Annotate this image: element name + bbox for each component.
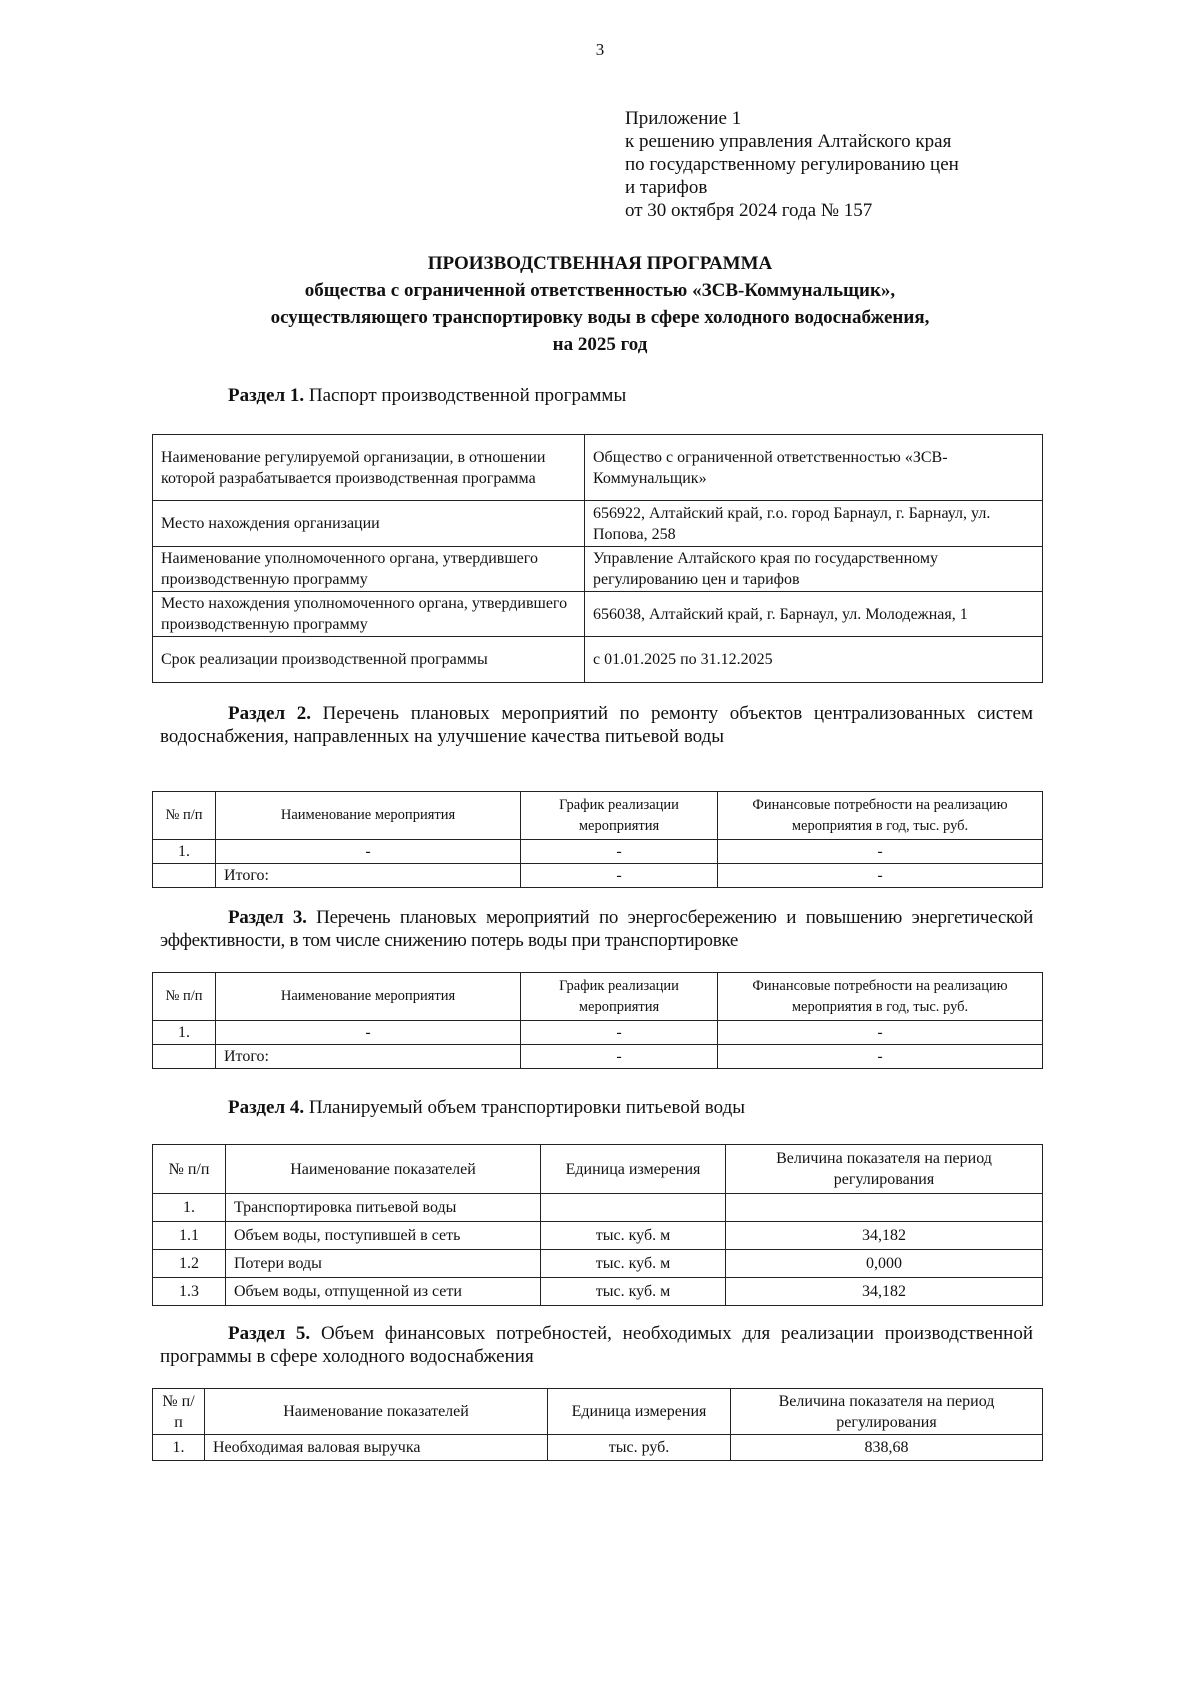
cell xyxy=(153,864,216,888)
section-title: Объем финансовых потребностей, необходимых для реализации производственной программы в сфере холодного водоснабжения xyxy=(160,1323,1034,1367)
cell: 1. xyxy=(153,1194,226,1222)
section5-table xyxy=(152,1388,1043,1461)
cell: тыс. куб. м xyxy=(541,1250,726,1278)
cell xyxy=(153,1045,216,1069)
section-label: Раздел 3. xyxy=(228,907,307,928)
appendix-line: к решению управления Алтайского края xyxy=(625,131,952,152)
section4-heading xyxy=(228,1096,745,1119)
section-label: Раздел 1. xyxy=(228,385,305,406)
section5-heading xyxy=(160,1322,1033,1368)
title-line: общества с ограниченной ответственностью «ЗСВ-Коммунальщик», xyxy=(304,280,896,301)
cell: - xyxy=(718,864,1043,888)
table-header-row xyxy=(153,1389,1043,1435)
section-title: Планируемый объем транспортировки питьевой воды xyxy=(308,1097,745,1118)
cell: 656038, Алтайский край, г. Барнаул, ул. Молодежная, 1 xyxy=(585,592,1043,637)
header-cell: График реализации мероприятия xyxy=(521,973,718,1021)
section-label: Раздел 2. xyxy=(228,703,311,724)
title-line: на 2025 год xyxy=(552,334,648,355)
header-cell: № п/п xyxy=(153,973,216,1021)
header-cell: Величина показателя на период регулирования xyxy=(726,1145,1043,1194)
cell xyxy=(726,1194,1043,1222)
cell: - xyxy=(521,1021,718,1045)
appendix-line: Приложение 1 xyxy=(625,108,742,129)
table-header-row xyxy=(153,973,1043,1021)
table-row xyxy=(153,864,1043,888)
header-cell: № п/п xyxy=(153,1145,226,1194)
cell: 838,68 xyxy=(731,1435,1043,1461)
cell: Место нахождения уполномоченного органа, утвердившего производственную программу xyxy=(153,592,585,637)
cell: с 01.01.2025 по 31.12.2025 xyxy=(585,637,1043,683)
cell: 1.1 xyxy=(153,1222,226,1250)
cell: тыс. куб. м xyxy=(541,1278,726,1306)
section3-heading xyxy=(160,906,1033,952)
cell: 1. xyxy=(153,1021,216,1045)
cell: Итого: xyxy=(216,1045,521,1069)
appendix-line: и тарифов xyxy=(625,177,708,198)
cell: - xyxy=(216,840,521,864)
cell: 34,182 xyxy=(726,1222,1043,1250)
cell: - xyxy=(521,1045,718,1069)
cell: - xyxy=(216,1021,521,1045)
header-cell: Наименование показателей xyxy=(205,1389,548,1435)
header-cell: Наименование мероприятия xyxy=(216,792,521,840)
header-cell: Наименование показателей xyxy=(226,1145,541,1194)
section-title: Перечень плановых мероприятий по ремонту объектов централизованных систем водоснабжения, направленных на улучшение качества питьевой воды xyxy=(160,703,1033,747)
appendix-line: по государственному регулированию цен xyxy=(625,154,959,175)
table-row xyxy=(153,1222,1043,1250)
cell: Место нахождения организации xyxy=(153,501,585,547)
section3-table xyxy=(152,972,1043,1069)
header-cell: Финансовые потребности на реализацию мероприятия в год, тыс. руб. xyxy=(718,973,1043,1021)
section-title: Перечень плановых мероприятий по энергосбережению и повышению энергетической эффективности, в том числе снижению потерь воды при транспортировке xyxy=(160,907,1034,951)
table-header-row xyxy=(153,1145,1043,1194)
cell: Объем воды, отпущенной из сети xyxy=(226,1278,541,1306)
cell: тыс. руб. xyxy=(548,1435,731,1461)
table-row xyxy=(153,637,1043,683)
title-line: осуществляющего транспортировку воды в сфере холодного водоснабжения, xyxy=(270,307,930,328)
table-row xyxy=(153,840,1043,864)
header-cell: Величина показателя на период регулирования xyxy=(731,1389,1043,1435)
header-cell: График реализации мероприятия xyxy=(521,792,718,840)
cell: - xyxy=(718,1045,1043,1069)
cell: - xyxy=(718,1021,1043,1045)
table-row xyxy=(153,592,1043,637)
passport-table xyxy=(152,434,1043,683)
appendix-note xyxy=(625,107,959,222)
cell: 656922, Алтайский край, г.о. город Барнаул, г. Барнаул, ул. Попова, 258 xyxy=(585,501,1043,547)
cell: 1.2 xyxy=(153,1250,226,1278)
cell: Срок реализации производственной программы xyxy=(153,637,585,683)
table-header-row xyxy=(153,792,1043,840)
cell: 0,000 xyxy=(726,1250,1043,1278)
section-label: Раздел 4. xyxy=(228,1097,305,1118)
cell: Итого: xyxy=(216,864,521,888)
header-cell: Наименование мероприятия xyxy=(216,973,521,1021)
title-line: ПРОИЗВОДСТВЕННАЯ ПРОГРАММА xyxy=(427,253,773,274)
cell: Объем воды, поступившей в сеть xyxy=(226,1222,541,1250)
cell: Наименование уполномоченного органа, утвердившего производственную программу xyxy=(153,547,585,592)
section-title: Паспорт производственной программы xyxy=(308,385,627,406)
cell: Потери воды xyxy=(226,1250,541,1278)
cell: - xyxy=(718,840,1043,864)
header-cell: Единица измерения xyxy=(548,1389,731,1435)
cell: 1.3 xyxy=(153,1278,226,1306)
table-row xyxy=(153,1194,1043,1222)
cell: Необходимая валовая выручка xyxy=(205,1435,548,1461)
section2-heading xyxy=(160,702,1033,748)
cell: Общество с ограниченной ответственностью «ЗСВ-Коммунальщик» xyxy=(585,435,1043,501)
header-cell: № п/п xyxy=(153,1389,205,1435)
table-row xyxy=(153,501,1043,547)
table-row xyxy=(153,1045,1043,1069)
header-cell: Единица измерения xyxy=(541,1145,726,1194)
page-number: 3 xyxy=(595,40,605,59)
section2-table xyxy=(152,791,1043,888)
cell: - xyxy=(521,864,718,888)
cell: 34,182 xyxy=(726,1278,1043,1306)
table-row xyxy=(153,1250,1043,1278)
table-row xyxy=(153,1021,1043,1045)
section4-table xyxy=(152,1144,1043,1306)
cell: 1. xyxy=(153,840,216,864)
table-row xyxy=(153,435,1043,501)
document-title xyxy=(150,250,1050,358)
cell xyxy=(541,1194,726,1222)
header-cell: № п/п xyxy=(153,792,216,840)
table-row xyxy=(153,547,1043,592)
header-cell: Финансовые потребности на реализацию мероприятия в год, тыс. руб. xyxy=(718,792,1043,840)
cell: тыс. куб. м xyxy=(541,1222,726,1250)
appendix-line: от 30 октября 2024 года № 157 xyxy=(625,200,873,221)
cell: Наименование регулируемой организации, в отношении которой разрабатывается производственная программа xyxy=(153,435,585,501)
section-label: Раздел 5. xyxy=(228,1323,311,1344)
table-row xyxy=(153,1435,1043,1461)
table-row xyxy=(153,1278,1043,1306)
cell: - xyxy=(521,840,718,864)
cell: Транспортировка питьевой воды xyxy=(226,1194,541,1222)
cell: Управление Алтайского края по государственному регулированию цен и тарифов xyxy=(585,547,1043,592)
section1-heading xyxy=(228,384,626,407)
cell: 1. xyxy=(153,1435,205,1461)
